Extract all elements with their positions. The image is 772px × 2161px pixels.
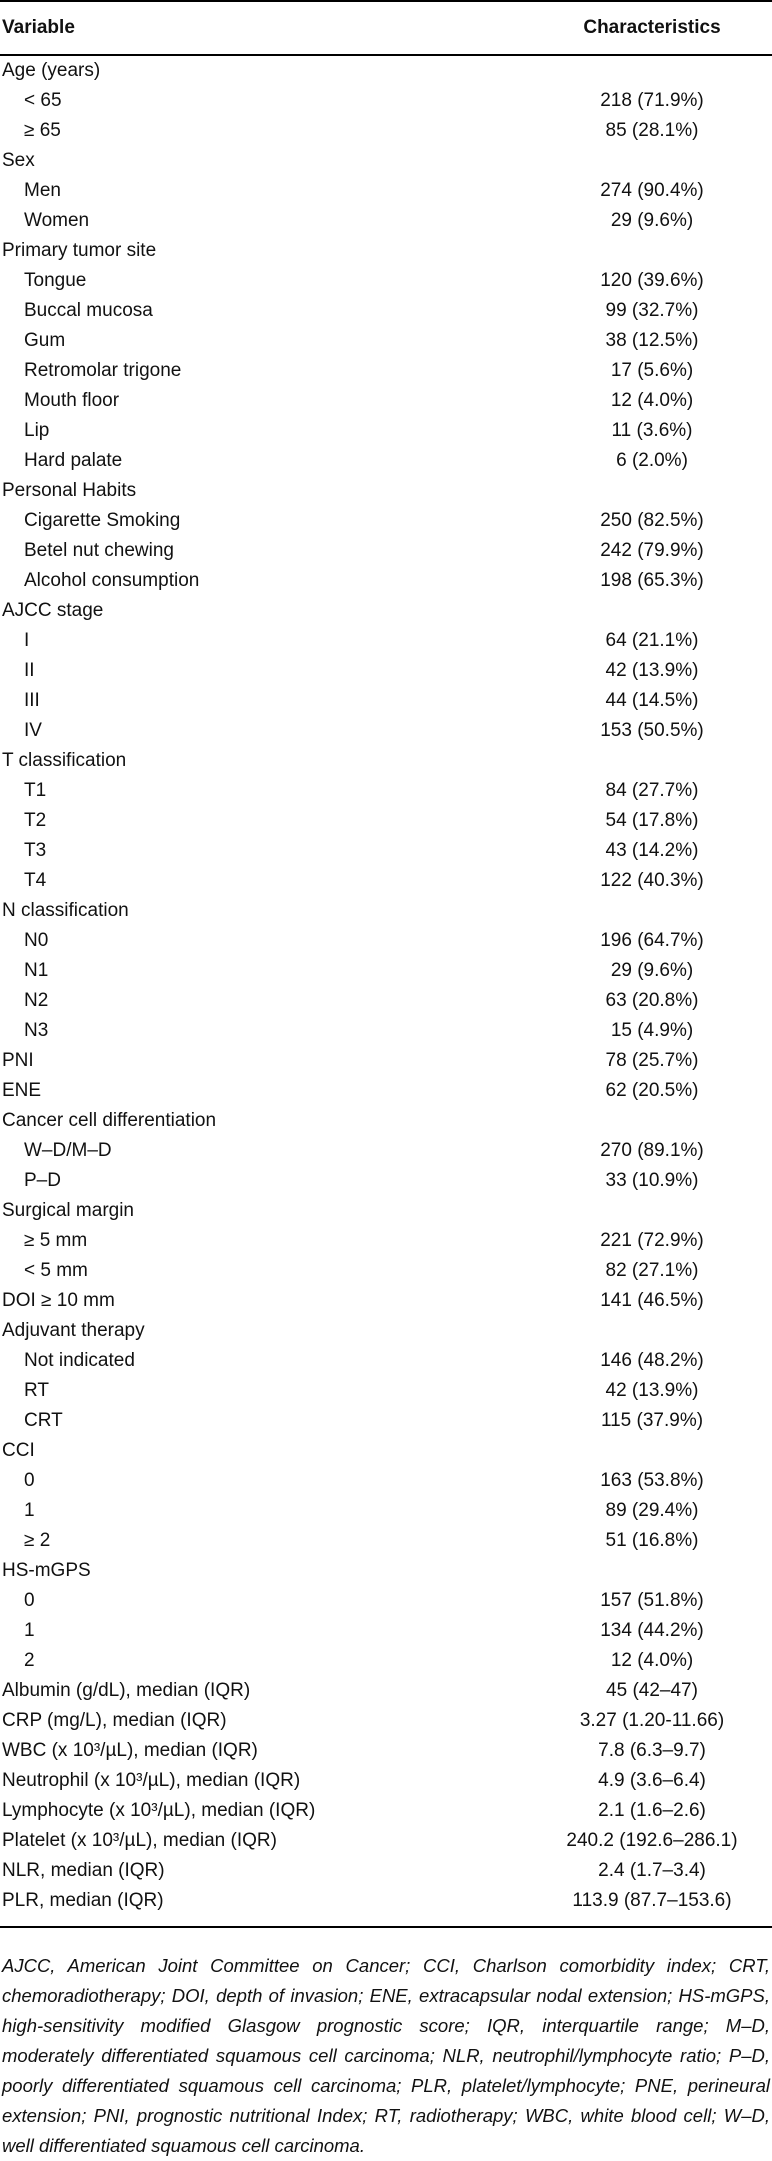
row-value: 250 (82.5%) — [600, 510, 704, 531]
row-label: Platelet (x 10³/µL), median (IQR) — [2, 1830, 277, 1851]
table-row — [0, 1766, 772, 1796]
row-value: 240.2 (192.6–286.1) — [566, 1830, 738, 1851]
row-value: 84 (27.7%) — [605, 780, 699, 801]
table-row — [0, 1106, 772, 1136]
row-value: 221 (72.9%) — [600, 1230, 704, 1251]
row-value — [532, 1436, 772, 1466]
table-row — [0, 1586, 772, 1616]
header-row — [0, 1, 772, 55]
row-label: Cancer cell differentiation — [2, 1110, 217, 1131]
table-row — [0, 1886, 772, 1920]
row-value: 198 (65.3%) — [600, 570, 704, 591]
row-label: CRP (mg/L), median (IQR) — [2, 1710, 227, 1731]
row-value: 85 (28.1%) — [605, 120, 699, 141]
row-value: 153 (50.5%) — [600, 720, 704, 741]
table-header — [0, 1, 772, 55]
row-label: W–D/M–D — [24, 1140, 112, 1161]
row-label: Tongue — [24, 270, 87, 291]
row-value — [532, 1196, 772, 1226]
row-value: 218 (71.9%) — [600, 90, 704, 111]
row-value: 146 (48.2%) — [600, 1350, 704, 1371]
table-row — [0, 1676, 772, 1706]
row-label: PNI — [2, 1050, 34, 1071]
row-value — [532, 596, 772, 626]
table-row — [0, 236, 772, 266]
table-footnote: AJCC, American Joint Committee on Cancer; CCI, Charlson comorbidity index; CRT, chemoradiotherapy; DOI, depth of invasion; ENE, extracapsular nodal extension; HS-mGPS, high-sensitivity modified Glasgow prognostic score; IQR, interquartile range; M–D, moderately differentiated squamous cell carcinoma; NLR, neutrophil/lymphocyte ratio; P–D, poorly differentiated squamous cell carcinoma; PLR, platelet/lymphocyte; PNE, perineural extension; PNI, prognostic nutritional Index; RT, radiotherapy; WBC, white blood cell; W–D, well differentiated squamous cell carcinoma. — [2, 1954, 770, 2156]
table-row — [0, 1826, 772, 1856]
table-row — [0, 1256, 772, 1286]
row-label: NLR, median (IQR) — [2, 1860, 165, 1881]
table-row — [0, 1646, 772, 1676]
row-label: N classification — [2, 900, 129, 921]
table-row — [0, 716, 772, 746]
row-label: ≥ 65 — [24, 120, 61, 141]
row-value: 17 (5.6%) — [610, 360, 694, 381]
row-value: 12 (4.0%) — [610, 390, 694, 411]
row-label: Sex — [2, 150, 35, 171]
row-value: 78 (25.7%) — [605, 1050, 699, 1071]
row-value: 11 (3.6%) — [611, 420, 693, 441]
table-row — [0, 746, 772, 776]
row-value: 38 (12.5%) — [605, 330, 699, 351]
row-value: 99 (32.7%) — [605, 300, 699, 321]
row-value: 122 (40.3%) — [600, 870, 704, 891]
row-value: 113.9 (87.7–153.6) — [572, 1890, 732, 1911]
table-row — [0, 266, 772, 296]
table-row — [0, 1496, 772, 1526]
row-value: 6 (2.0%) — [616, 450, 688, 471]
table-row — [0, 896, 772, 926]
row-label: Not indicated — [24, 1350, 135, 1371]
row-label: DOI ≥ 10 mm — [2, 1290, 115, 1311]
table-row — [0, 1406, 772, 1436]
table-row — [0, 1856, 772, 1886]
row-label: Lymphocyte (x 10³/µL), median (IQR) — [2, 1800, 316, 1821]
table-row — [0, 866, 772, 896]
table-row — [0, 806, 772, 836]
table-bottom-rule — [0, 1926, 772, 1928]
row-value: 2.1 (1.6–2.6) — [598, 1800, 706, 1821]
row-label: IV — [24, 720, 42, 741]
row-label: Buccal mucosa — [24, 300, 153, 321]
table-row — [0, 506, 772, 536]
row-value: 12 (4.0%) — [610, 1650, 694, 1671]
row-value: 3.27 (1.20-11.66) — [579, 1710, 725, 1731]
row-label: Age (years) — [2, 60, 101, 81]
row-label: ≥ 2 — [24, 1530, 51, 1551]
row-value: 44 (14.5%) — [605, 690, 699, 711]
row-label: CCI — [2, 1440, 35, 1461]
row-label: Betel nut chewing — [24, 540, 174, 561]
row-label: ≥ 5 mm — [24, 1230, 88, 1251]
row-value: 163 (53.8%) — [600, 1470, 704, 1491]
table-row — [0, 1466, 772, 1496]
row-label: 1 — [24, 1500, 35, 1521]
table-row — [0, 956, 772, 986]
row-value: 115 (37.9%) — [600, 1410, 704, 1431]
row-label: RT — [24, 1380, 49, 1401]
table-row — [0, 296, 772, 326]
row-label: < 5 mm — [24, 1260, 88, 1281]
row-label: Lip — [24, 420, 50, 441]
row-label: Gum — [24, 330, 66, 351]
row-value: 89 (29.4%) — [605, 1500, 699, 1521]
row-value: 242 (79.9%) — [600, 540, 704, 561]
row-label: Retromolar trigone — [24, 360, 182, 381]
table-row — [0, 1706, 772, 1736]
row-label: 0 — [24, 1470, 35, 1491]
row-value: 43 (14.2%) — [605, 840, 699, 861]
row-value: 29 (9.6%) — [610, 960, 694, 981]
row-value: 64 (21.1%) — [605, 630, 699, 651]
table-row — [0, 656, 772, 686]
table-row — [0, 1736, 772, 1766]
row-label: T1 — [24, 780, 47, 801]
row-value — [532, 146, 772, 176]
row-value: 120 (39.6%) — [600, 270, 704, 291]
row-value — [532, 236, 772, 266]
row-value — [532, 1316, 772, 1346]
table-row — [0, 55, 772, 86]
row-label: 2 — [24, 1650, 35, 1671]
row-label: AJCC stage — [2, 600, 104, 621]
row-label: P–D — [24, 1170, 61, 1191]
row-label: T3 — [24, 840, 47, 861]
table-row — [0, 1526, 772, 1556]
row-label: Men — [24, 180, 61, 201]
row-value: 42 (13.9%) — [605, 1380, 699, 1401]
table-row — [0, 566, 772, 596]
table-row — [0, 1286, 772, 1316]
row-label: Cigarette Smoking — [24, 510, 181, 531]
table-row — [0, 386, 772, 416]
row-value — [532, 1556, 772, 1586]
row-value — [532, 746, 772, 776]
table-row — [0, 1616, 772, 1646]
row-value: 196 (64.7%) — [600, 930, 704, 951]
table-row — [0, 206, 772, 236]
row-value: 7.8 (6.3–9.7) — [598, 1740, 706, 1761]
table-row — [0, 326, 772, 356]
table-row — [0, 356, 772, 386]
row-value: 63 (20.8%) — [605, 990, 699, 1011]
row-value: 51 (16.8%) — [605, 1530, 699, 1551]
row-label: 0 — [24, 1590, 35, 1611]
row-value: 2.4 (1.7–3.4) — [598, 1860, 706, 1881]
table-row — [0, 1226, 772, 1256]
table-row — [0, 1046, 772, 1076]
table-row — [0, 176, 772, 206]
table-row — [0, 476, 772, 506]
table-row — [0, 536, 772, 566]
row-label: N0 — [24, 930, 49, 951]
row-label: T classification — [2, 750, 127, 771]
row-label: < 65 — [24, 90, 62, 111]
row-label: Primary tumor site — [2, 240, 157, 261]
table-row — [0, 596, 772, 626]
row-label: N1 — [24, 960, 49, 981]
table-row — [0, 86, 772, 116]
table-row — [0, 116, 772, 146]
table-row — [0, 1556, 772, 1586]
row-label: Alcohol consumption — [24, 570, 200, 591]
row-label: N3 — [24, 1020, 49, 1041]
row-value: 33 (10.9%) — [605, 1170, 699, 1191]
row-value — [532, 55, 772, 86]
row-label: N2 — [24, 990, 49, 1011]
row-value: 82 (27.1%) — [605, 1260, 699, 1281]
table-row — [0, 986, 772, 1016]
row-label: T2 — [24, 810, 47, 831]
row-value — [532, 476, 772, 506]
row-value: 274 (90.4%) — [600, 180, 704, 201]
table-row — [0, 416, 772, 446]
row-label: Adjuvant therapy — [2, 1320, 145, 1341]
row-value: 29 (9.6%) — [610, 210, 694, 231]
row-value — [532, 896, 772, 926]
table-row — [0, 1016, 772, 1046]
row-value: 45 (42–47) — [606, 1680, 698, 1701]
table-row — [0, 1376, 772, 1406]
table-body — [0, 55, 772, 1920]
table-row — [0, 1136, 772, 1166]
row-label: III — [24, 690, 40, 711]
row-label: WBC (x 10³/µL), median (IQR) — [2, 1740, 258, 1761]
table-row — [0, 926, 772, 956]
table-row — [0, 836, 772, 866]
row-label: II — [24, 660, 35, 681]
row-label: Personal Habits — [2, 480, 137, 501]
row-label: Women — [24, 210, 90, 231]
row-value: 42 (13.9%) — [605, 660, 699, 681]
row-value — [532, 1106, 772, 1136]
row-label: Neutrophil (x 10³/µL), median (IQR) — [2, 1770, 301, 1791]
table-row — [0, 1346, 772, 1376]
table-row — [0, 1316, 772, 1346]
row-value: 62 (20.5%) — [605, 1080, 699, 1101]
table-row — [0, 1196, 772, 1226]
table-row — [0, 686, 772, 716]
row-label: I — [24, 630, 30, 651]
table-row — [0, 1076, 772, 1106]
row-label: Hard palate — [24, 450, 123, 471]
table-row — [0, 626, 772, 656]
row-label: ENE — [2, 1080, 42, 1101]
table-row — [0, 776, 772, 806]
row-value: 270 (89.1%) — [600, 1140, 704, 1161]
header-characteristics: Characteristics — [532, 1, 772, 55]
row-label: HS-mGPS — [2, 1560, 91, 1581]
row-value: 15 (4.9%) — [610, 1020, 694, 1041]
row-value: 4.9 (3.6–6.4) — [598, 1770, 706, 1791]
row-label: Surgical margin — [2, 1200, 134, 1221]
row-value: 134 (44.2%) — [600, 1620, 704, 1641]
row-value: 157 (51.8%) — [600, 1590, 704, 1611]
table-row — [0, 446, 772, 476]
row-label: T4 — [24, 870, 47, 891]
row-value: 54 (17.8%) — [605, 810, 699, 831]
table-row — [0, 1436, 772, 1466]
row-label: PLR, median (IQR) — [2, 1890, 164, 1911]
row-label: CRT — [24, 1410, 63, 1431]
table-row — [0, 1166, 772, 1196]
row-label: Mouth floor — [24, 390, 120, 411]
header-variable: Variable — [0, 1, 532, 55]
table-row — [0, 1796, 772, 1826]
row-label: Albumin (g/dL), median (IQR) — [2, 1680, 251, 1701]
row-value: 141 (46.5%) — [600, 1290, 704, 1311]
row-label: 1 — [24, 1620, 35, 1641]
table-row — [0, 146, 772, 176]
